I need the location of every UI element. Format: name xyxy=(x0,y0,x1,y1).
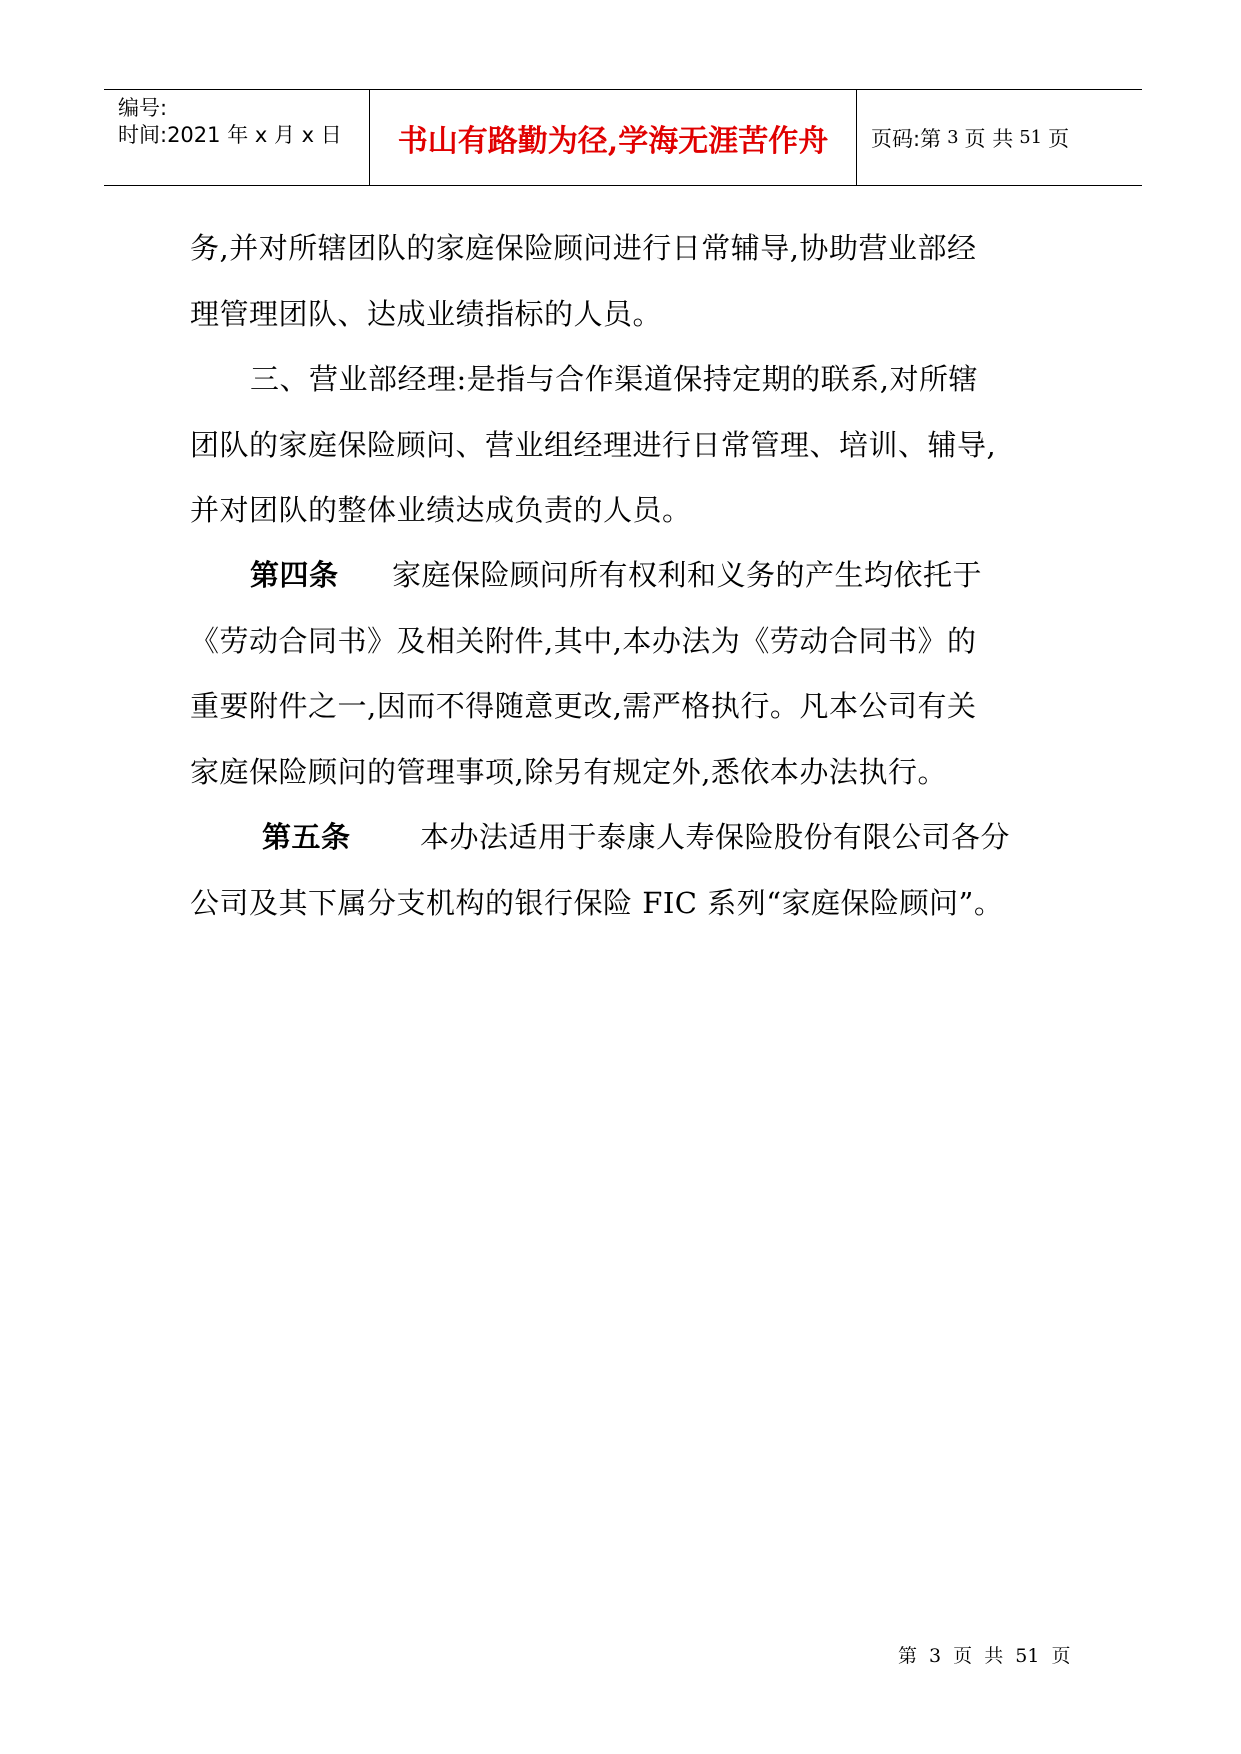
page-mid: 页 共 xyxy=(964,126,1014,151)
page-footer: 第 3 页 共 51 页 xyxy=(898,1645,1071,1667)
body-line-3: 三、营业部经理:是指与合作渠道保持定期的联系,对所辖 xyxy=(250,362,978,396)
body-line-11: 公司及其下属分支机构的银行保险 FIC 系列“家庭保险顾问”。 xyxy=(190,886,1004,920)
body-line-6: 家庭保险顾问所有权利和义务的产生均依托于 xyxy=(392,558,983,592)
body-line-2: 理管理团队、达成业绩指标的人员。 xyxy=(190,297,663,331)
body-line-8: 重要附件之一,因而不得随意更改,需严格执行。凡本公司有关 xyxy=(190,689,977,723)
page-header xyxy=(104,89,1142,186)
body-line-9: 家庭保险顾问的管理事项,除另有规定外,悉依本办法执行。 xyxy=(190,755,947,789)
header-page-number xyxy=(857,90,1142,185)
body-line-4: 团队的家庭保险顾问、营业组经理进行日常管理、培训、辅导, xyxy=(190,428,997,462)
header-motto: 书山有路勤为径,学海无涯苦作舟 xyxy=(370,90,857,185)
page-total: 51 xyxy=(1019,127,1043,148)
body-line-1: 务,并对所辖团队的家庭保险顾问进行日常辅导,协助营业部经 xyxy=(190,231,977,265)
body-line-5: 并对团队的整体业绩达成负责的人员。 xyxy=(190,493,692,527)
body-line-7: 《劳动合同书》及相关附件,其中,本办法为《劳动合同书》的 xyxy=(190,624,977,658)
page-prefix: 页码:第 xyxy=(871,126,942,151)
header-meta xyxy=(104,90,370,185)
page-suffix: 页 xyxy=(1048,126,1070,151)
document-number-label: 编号: xyxy=(118,96,168,120)
body-line-10: 本办法适用于泰康人寿保险股份有限公司各分 xyxy=(420,820,1011,854)
article-4-title: 第四条 xyxy=(250,558,339,592)
article-5-title: 第五条 xyxy=(262,820,351,854)
page-current: 3 xyxy=(947,127,959,148)
document-time-label: 时间:2021 年 x 月 x 日 xyxy=(118,123,342,147)
